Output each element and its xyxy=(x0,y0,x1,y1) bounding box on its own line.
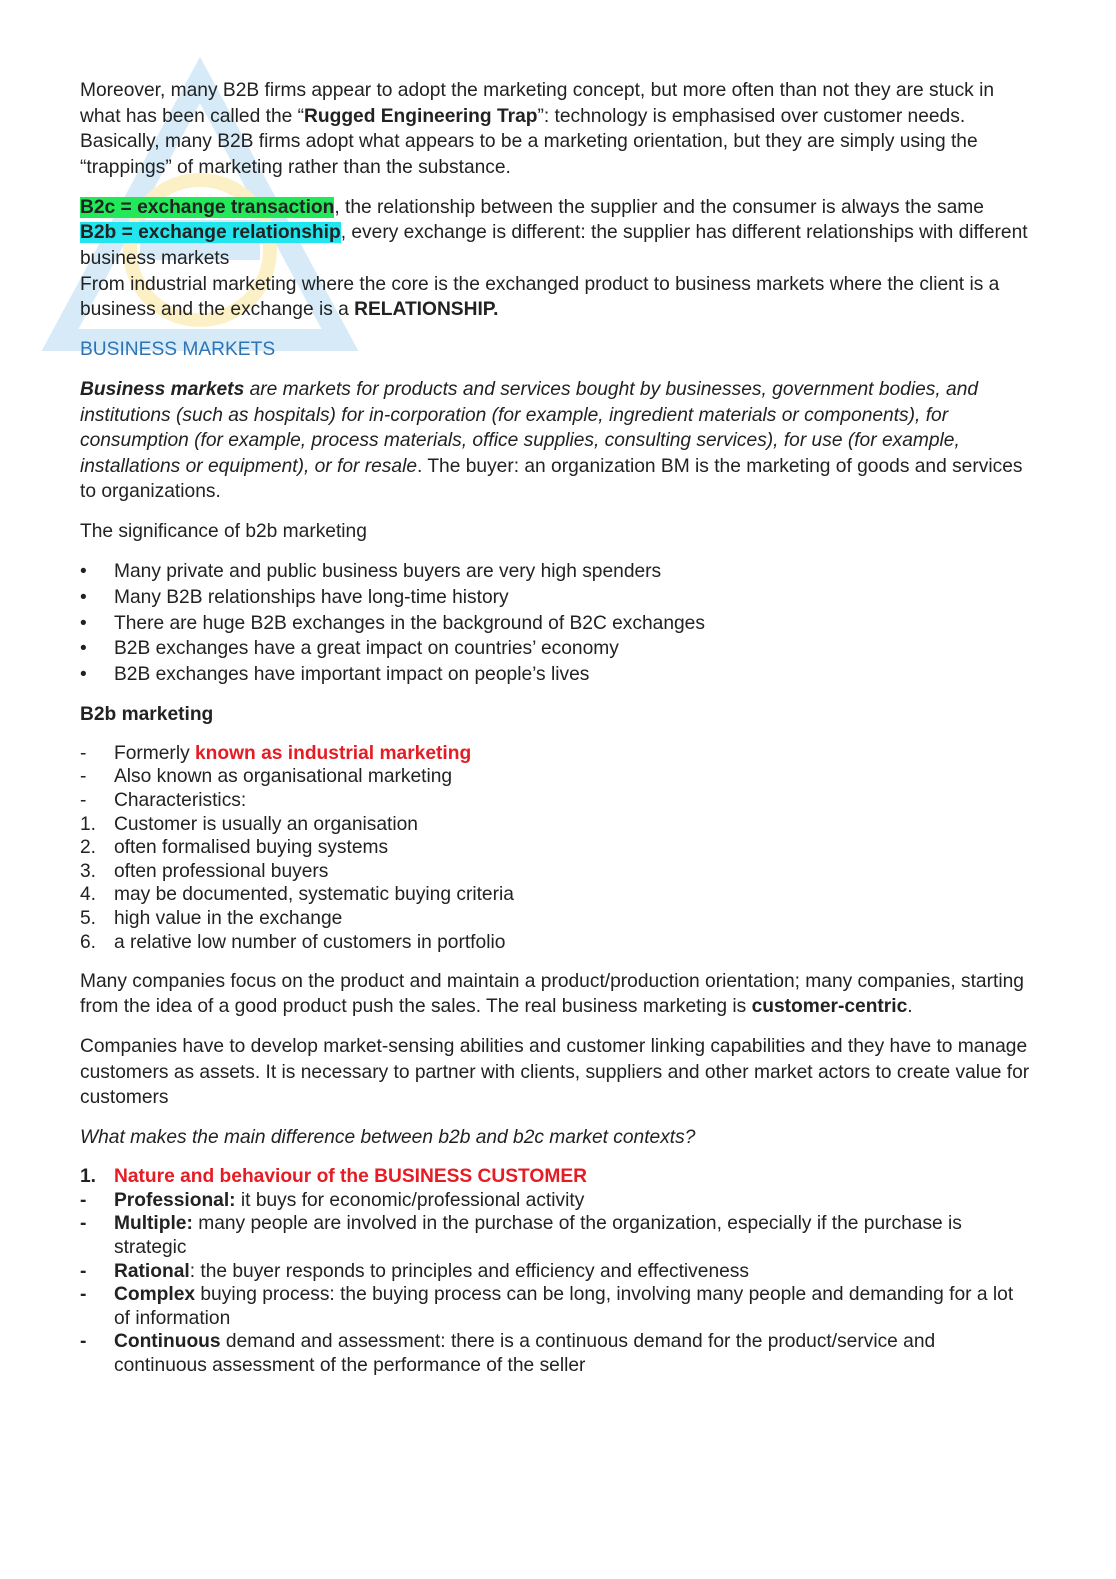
list-item xyxy=(80,1165,1030,1189)
list-item-text: demand and assessment: there is a continuous demand for the product/service and continuous assessment of the performance of the seller xyxy=(114,1331,936,1377)
highlight-b2c: B2c = exchange transaction xyxy=(80,196,335,218)
list-item xyxy=(80,765,1030,789)
list-item-text: B2B exchanges have a great impact on countries’ economy xyxy=(114,638,619,660)
bullet-icon: • xyxy=(80,612,87,634)
list-item xyxy=(80,742,1030,766)
list-item xyxy=(80,813,1030,837)
document-content xyxy=(80,78,1030,1392)
list-item-text: Many private and public business buyers are very high spenders xyxy=(114,561,662,583)
bold-term: RELATIONSHIP. xyxy=(354,299,499,321)
list-item xyxy=(80,1260,1030,1284)
text-run: Many companies focus on the product and maintain a product/production orientation; many companies, starting from the idea of a good product push the sales. The real business marketing is xyxy=(80,970,1024,1018)
question-line: What makes the main difference between b2b and b2c market contexts? xyxy=(80,1127,696,1149)
number-marker: 6. xyxy=(80,931,97,953)
list-item-text: B2B exchanges have important impact on people’s lives xyxy=(114,663,590,685)
list-item xyxy=(80,860,1030,884)
number-marker: 1. xyxy=(80,813,97,835)
red-emphasis-text: Nature and behaviour of the BUSINESS CUSTOMER xyxy=(114,1166,587,1188)
list-item-text: Customer is usually an organisation xyxy=(114,813,418,835)
text-run: . xyxy=(907,996,913,1018)
bullet-icon: • xyxy=(80,587,87,609)
bold-term: Professional: xyxy=(114,1189,236,1211)
significance-bullet-list xyxy=(80,559,1030,687)
list-item xyxy=(80,931,1030,955)
paragraph-exchange xyxy=(80,195,1030,323)
bold-term: Business markets xyxy=(80,379,245,401)
highlight-b2b: B2b = exchange relationship xyxy=(80,222,341,244)
dash-marker: - xyxy=(80,1331,87,1353)
paragraph-market-sensing: Companies have to develop market-sensing abilities and customer linking capabilities and they have to manage customers as assets. It is necessary to partner with clients, suppliers and other market actors to create value for customers xyxy=(80,1036,1030,1109)
list-item xyxy=(80,883,1030,907)
bullet-icon: • xyxy=(80,638,87,660)
nature-list xyxy=(80,1165,1030,1377)
list-item xyxy=(80,662,1030,688)
list-item xyxy=(80,1212,1030,1259)
bullet-icon: • xyxy=(80,663,87,685)
list-item xyxy=(80,611,1030,637)
number-marker: 5. xyxy=(80,907,97,929)
bold-term: Continuous xyxy=(114,1331,221,1353)
bold-term: Rugged Engineering Trap xyxy=(304,105,538,127)
bold-term: customer-centric xyxy=(751,996,908,1018)
dash-marker: - xyxy=(80,1284,87,1306)
number-marker: 2. xyxy=(80,837,97,859)
paragraph-significance: The significance of b2b marketing xyxy=(80,521,367,543)
paragraph-product-focus xyxy=(80,969,1030,1020)
list-item-text: Also known as organisational marketing xyxy=(114,766,453,788)
bullet-icon: • xyxy=(80,561,87,583)
list-item xyxy=(80,636,1030,662)
list-item-text: may be documented, systematic buying criteria xyxy=(114,884,514,906)
bold-term: Multiple: xyxy=(114,1213,193,1235)
list-item xyxy=(80,836,1030,860)
list-item-text: There are huge B2B exchanges in the background of B2C exchanges xyxy=(114,612,705,634)
paragraph-business-markets-definition xyxy=(80,377,1030,505)
list-item-text: many people are involved in the purchase of the organization, especially if the purchase is strategic xyxy=(114,1213,962,1259)
red-emphasis-text: known as industrial marketing xyxy=(195,742,472,764)
dash-marker: - xyxy=(80,742,87,764)
text-run: , the relationship between the supplier and the consumer is always the same xyxy=(334,196,984,218)
list-item-text: Many B2B relationships have long-time history xyxy=(114,587,509,609)
list-item-text: often professional buyers xyxy=(114,860,329,882)
section-heading-business-markets: BUSINESS MARKETS xyxy=(80,339,276,361)
list-item-text: it buys for economic/professional activity xyxy=(235,1189,585,1211)
list-item xyxy=(80,1189,1030,1213)
list-item-text: often formalised buying systems xyxy=(114,837,389,859)
list-item xyxy=(80,789,1030,813)
list-item-text: high value in the exchange xyxy=(114,907,343,929)
bold-term: Rational xyxy=(114,1260,190,1282)
list-item xyxy=(80,1330,1030,1377)
list-item-text: : the buyer responds to principles and efficiency and effectiveness xyxy=(189,1260,749,1282)
list-item-text: Formerly xyxy=(114,742,196,764)
text-run: Moreover, many B2B firms appear to adopt the marketing concept, but more often than not they are stuck in what has been called the “ xyxy=(80,80,995,127)
text-run: ”: technology is emphasised over customer needs. Basically, many B2B firms adopt what appears to be a marketing orientation, but they are simply using the “trappings” of marketing rather than the substance. xyxy=(80,105,978,178)
number-marker: 4. xyxy=(80,884,97,906)
dash-marker: - xyxy=(80,1189,87,1211)
dash-marker: - xyxy=(80,1213,87,1235)
list-item xyxy=(80,907,1030,931)
section-heading-b2b-marketing: B2b marketing xyxy=(80,703,214,725)
text-run: . The buyer: an organization BM is the marketing of goods and services to organizations. xyxy=(80,455,1023,503)
italic-text: are markets for products and services bought by businesses, government bodies, and institutions (such as hospitals) for in-corporation (for example, ingredient materials or components), for consumption (for example, process materials, office supplies, consulting services), for use (for example, installations or equipment), or for resale xyxy=(80,379,979,477)
dash-marker: - xyxy=(80,789,87,811)
list-item xyxy=(80,1283,1030,1330)
list-item-text: a relative low number of customers in portfolio xyxy=(114,931,506,953)
b2b-marketing-list xyxy=(80,742,1030,954)
number-marker: 1. xyxy=(80,1166,97,1188)
text-run: , every exchange is different: the supplier has different relationships with different business markets xyxy=(80,222,1028,269)
number-marker: 3. xyxy=(80,860,97,882)
list-item xyxy=(80,585,1030,611)
text-run: From industrial marketing where the core is the exchanged product to business markets where the client is a business and the exchange is a xyxy=(80,273,1000,321)
dash-marker: - xyxy=(80,1260,87,1282)
list-item-text: Characteristics: xyxy=(114,789,247,811)
list-item-text: buying process: the buying process can be long, involving many people and demanding for a lot of information xyxy=(114,1284,1014,1329)
bold-term: Complex xyxy=(114,1284,196,1306)
dash-marker: - xyxy=(80,766,87,788)
paragraph-rugged-engineering xyxy=(80,78,1030,180)
list-item xyxy=(80,559,1030,585)
